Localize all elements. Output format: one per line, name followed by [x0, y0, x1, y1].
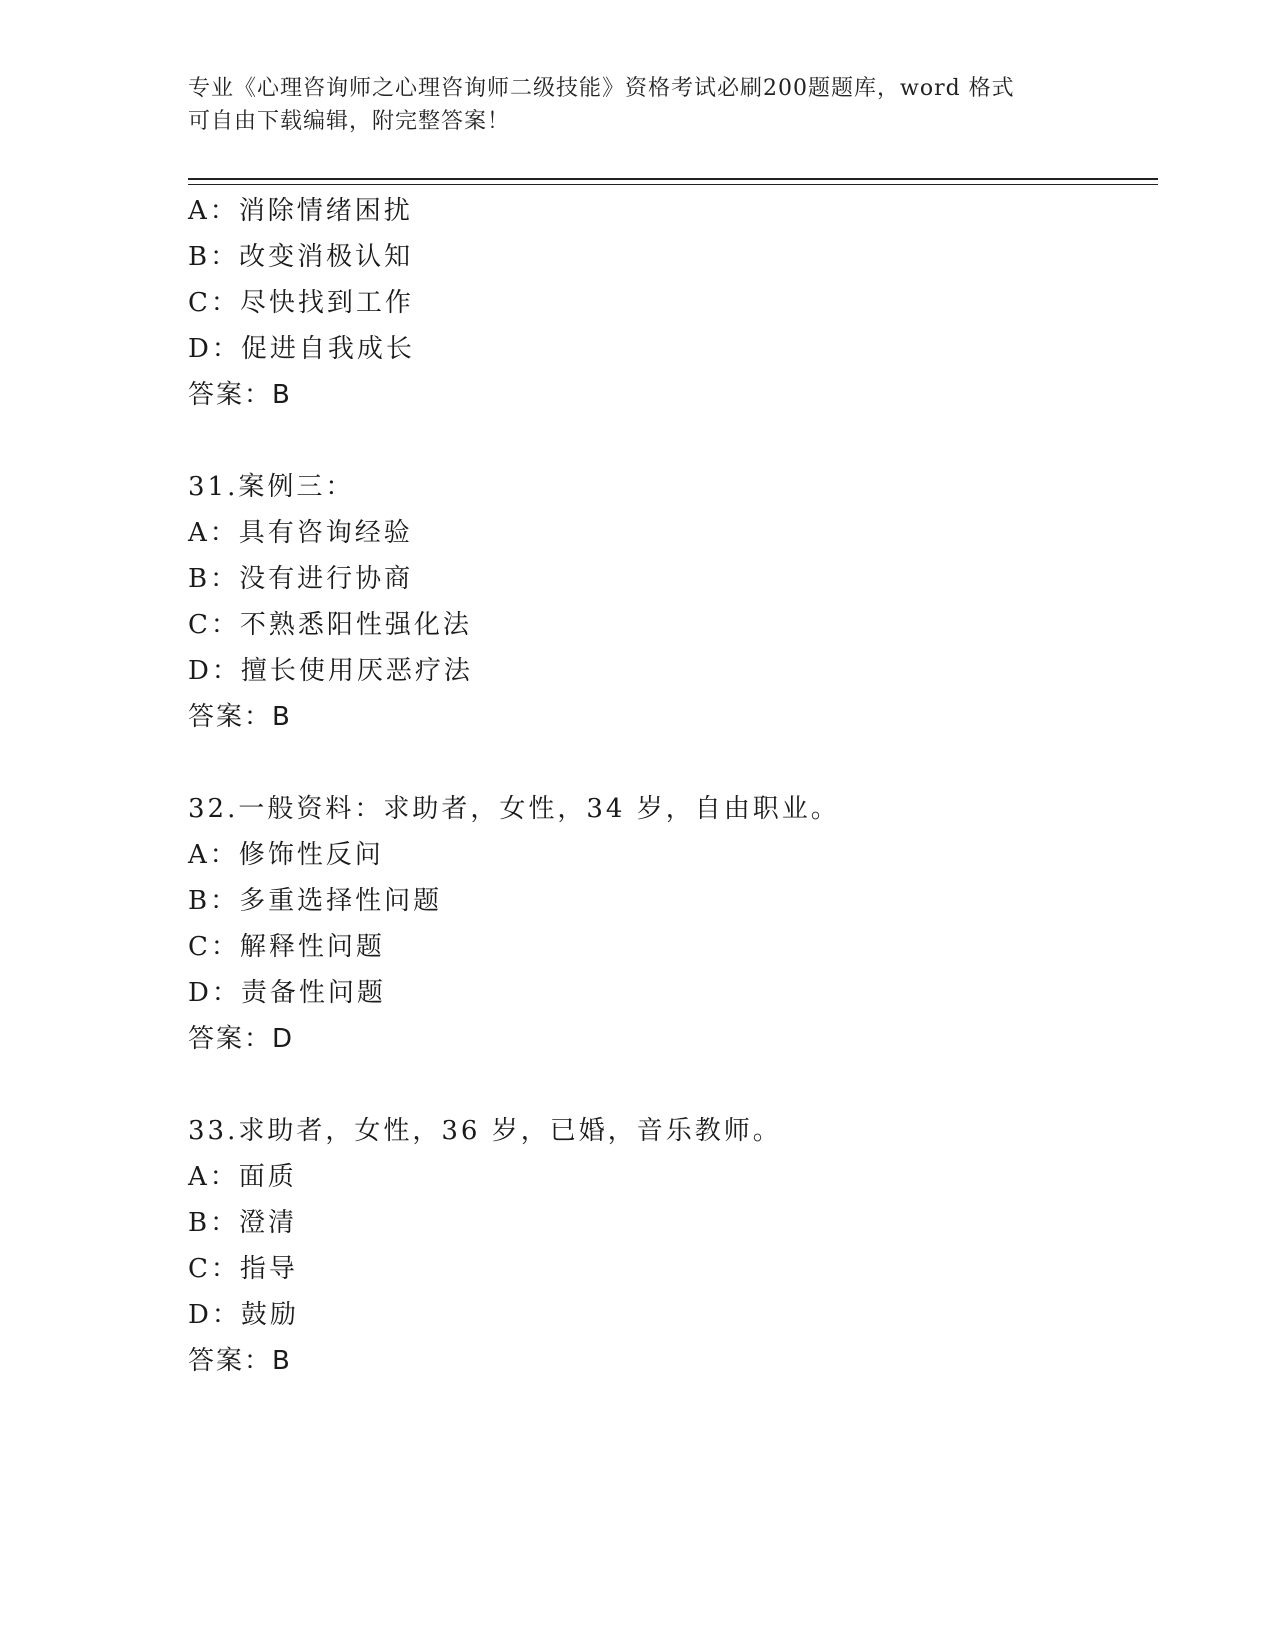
- document-header: [188, 72, 1068, 138]
- option-c: C：不熟悉阳性强化法: [188, 610, 472, 640]
- question-text: 31.案例三：: [188, 472, 355, 502]
- option-a: A：修饰性反问: [188, 840, 384, 870]
- option-a: A：消除情绪困扰: [188, 196, 413, 226]
- question-block-30: [188, 188, 1148, 418]
- answer-line: 答案：B: [188, 1346, 292, 1376]
- question-text: 33.求助者，女性，36 岁，已婚，音乐教师。: [188, 1116, 782, 1146]
- option-d: D：鼓励: [188, 1300, 299, 1330]
- option-b: B：没有进行协商: [188, 564, 414, 594]
- answer-line: 答案：B: [188, 702, 292, 732]
- option-b: B：多重选择性问题: [188, 886, 443, 916]
- answer-line: 答案：D: [188, 1024, 295, 1054]
- option-a: A：具有咨询经验: [188, 518, 413, 548]
- question-block-32: [188, 786, 1148, 1062]
- question-block-31: [188, 464, 1148, 740]
- option-d: D：责备性问题: [188, 978, 386, 1008]
- question-list: [188, 188, 1148, 1384]
- header-line-1: 专业《心理咨询师之心理咨询师二级技能》资格考试必刷200题题库，word 格式: [188, 76, 1015, 101]
- option-b: B：澄清: [188, 1208, 298, 1238]
- option-c: C：解释性问题: [188, 932, 385, 962]
- option-a: A：面质: [188, 1162, 297, 1192]
- option-d: D：促进自我成长: [188, 334, 415, 364]
- question-text: 32.一般资料：求助者，女性，34 岁，自由职业。: [188, 794, 840, 824]
- option-d: D：擅长使用厌恶疗法: [188, 656, 473, 686]
- header-line-2: 可自由下载编辑，附完整答案！: [188, 109, 511, 134]
- option-c: C：指导: [188, 1254, 298, 1284]
- answer-line: 答案：B: [188, 380, 292, 410]
- option-b: B：改变消极认知: [188, 242, 414, 272]
- header-divider: [188, 178, 1158, 185]
- question-block-33: [188, 1108, 1148, 1384]
- option-c: C：尽快找到工作: [188, 288, 414, 318]
